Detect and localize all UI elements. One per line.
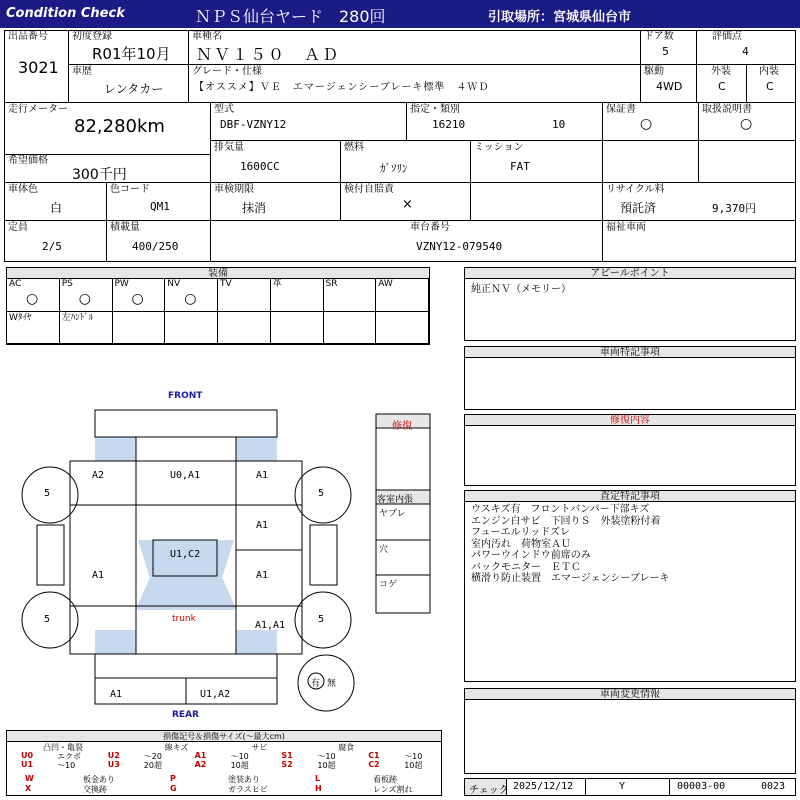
equipment-value: ○ (131, 291, 144, 307)
equipment-label: PS (61, 279, 73, 289)
chassis: VZNY12-079540 (416, 240, 503, 253)
equipment-item (271, 279, 324, 312)
recycle-label: リサイクル料 (606, 184, 665, 195)
front-section (70, 461, 302, 505)
check-label: チェック (469, 785, 509, 796)
right-rear-damage: A1,A1 (255, 620, 286, 631)
footer-code: 00003-00 (677, 781, 726, 792)
footer-num: 0023 (761, 781, 786, 792)
equipment-item-row2 (271, 312, 324, 344)
inspection-panel (464, 490, 796, 682)
right-front-door-damage: A1 (256, 520, 269, 531)
legend-size: 〜10 (230, 752, 249, 761)
pickup-location: 引取場所：宮城県仙台市 (488, 10, 632, 25)
history: レンタカー (104, 82, 164, 96)
equipment-label: SR (325, 279, 338, 289)
legend-mark-text: 看板跡 (373, 775, 397, 784)
divider (669, 779, 670, 795)
grade: 【オススメ】ＶＥ エマージェンシーブレーキ標準 ４ＷＤ (194, 82, 490, 93)
inspection-note: パワーウインドウ前席のみ (471, 550, 591, 561)
drive: 4WD (656, 80, 683, 93)
legend-mark-text: レンズ割れ (373, 785, 413, 794)
first-reg: R01年10月 (92, 45, 171, 63)
designation-label: 指定・類別 (410, 104, 460, 115)
displacement-label: 排気量 (214, 142, 244, 153)
front-label: FRONT (168, 391, 203, 401)
interior-item: コゲ (379, 580, 398, 590)
inspection-notes (471, 504, 669, 585)
legend-group: 腐食 (338, 743, 355, 752)
repair-panel (464, 414, 796, 486)
price-label: 希望価格 (8, 155, 48, 166)
inspection-note: バックモニター ＥＴＣ (471, 561, 581, 573)
legend-code: S1 (281, 751, 293, 760)
doors: 5 (662, 45, 669, 58)
spare-tire (298, 655, 354, 711)
equipment-label: TV (220, 279, 232, 289)
fuel-label: 燃料 (344, 142, 364, 153)
divider (210, 102, 211, 262)
recycle-status: 預託済 (620, 201, 657, 215)
legend-mark-code: W (25, 774, 34, 783)
left-front-damage: A2 (92, 470, 105, 481)
divider (602, 102, 603, 262)
equipment-item-row2 (7, 312, 60, 344)
legend-size: 10超 (230, 761, 249, 770)
legend-mark-code: L (315, 774, 321, 783)
divider (602, 140, 796, 141)
legend-code: C2 (368, 760, 380, 769)
price: 300千円 (72, 167, 127, 183)
legend-size: 〜20 (143, 752, 162, 761)
right-mirror (310, 525, 337, 585)
legend-group: 凸凹・亀裂 (43, 743, 83, 752)
mileage: 82,280km (74, 116, 165, 137)
model-code-label: 型式 (214, 104, 234, 115)
equipment-value: ○ (78, 291, 91, 307)
divider (68, 30, 69, 102)
equipment-item (60, 279, 113, 312)
left-rear-door-damage: A1 (92, 570, 105, 581)
inspection-note: 室内汚れ 荷物室ＡＵ (471, 538, 571, 550)
shade-rear-left (95, 630, 136, 654)
divider (340, 140, 341, 182)
divider (68, 64, 696, 65)
equipment-item (324, 279, 377, 312)
divider (470, 140, 471, 182)
int-label: 内装 (759, 66, 779, 77)
mileage-label: 走行メーター (8, 104, 68, 115)
interior-item: ヤブレ (379, 509, 406, 519)
equipment-table (6, 267, 430, 345)
color: 白 (50, 201, 63, 215)
score: 4 (742, 45, 749, 58)
legend-mark-code: P (170, 774, 176, 783)
ext-grade: C (718, 80, 726, 93)
legend-size: 10超 (404, 761, 423, 770)
legend-code: A1 (194, 751, 207, 760)
equipment-item (218, 279, 271, 312)
legend-code: U2 (107, 751, 120, 760)
legend-code: S2 (281, 760, 293, 769)
color-label: 車体色 (8, 184, 38, 195)
divider (470, 182, 471, 220)
color-code: QM1 (150, 200, 170, 213)
doors-label: ドア数 (644, 31, 674, 42)
drive-label: 駆動 (644, 66, 664, 77)
warranty-label: 保証書 (606, 104, 636, 115)
equipment-label: PW (114, 279, 129, 289)
interior-label: 客室内張 (377, 495, 414, 505)
rear-glass (136, 577, 236, 609)
equipment-item (165, 279, 218, 312)
legend-group: サビ (251, 743, 268, 752)
tire-front-right-value: 5 (318, 488, 325, 499)
equipment-value: ○ (26, 291, 39, 307)
divider (188, 30, 189, 102)
shade-front-left (95, 437, 136, 461)
shade-rear-right (236, 630, 277, 654)
legend-size: 〜10 (404, 752, 423, 761)
header-bar (0, 0, 800, 28)
equipment-label: NV (167, 279, 181, 289)
load: 400/250 (132, 240, 179, 253)
checker: Y (619, 781, 626, 792)
first-reg-label: 初度登録 (72, 31, 112, 42)
divider (4, 102, 796, 103)
legend-code: U0 (21, 751, 34, 760)
equipment-item (113, 279, 166, 312)
shade-front-right (236, 437, 277, 461)
lot-number: 3021 (18, 58, 59, 77)
legend-mark-code: H (315, 784, 322, 793)
model-name: ＮＶ１５０ ＡＤ (196, 45, 341, 64)
legend-mark-text: ガラスヒビ (228, 785, 268, 794)
appeal-title: アピールポイント (465, 268, 795, 279)
divider (210, 140, 602, 141)
appeal-text: 純正ＮＶ（メモリー） (471, 284, 571, 295)
rear-left-damage: A1 (110, 689, 123, 700)
equipment-item-row2 (324, 312, 377, 344)
manual-label: 取扱説明書 (702, 104, 752, 115)
manual: ○ (740, 116, 753, 132)
front-bumper (95, 410, 277, 437)
lot-label: 出品番号 (8, 31, 48, 42)
history-label: 車歴 (72, 66, 92, 77)
warranty: ○ (640, 116, 653, 132)
legend-size: 〜10 (57, 761, 76, 770)
special-panel (464, 346, 796, 410)
interior-item: 穴 (379, 545, 389, 555)
category: 10 (552, 118, 566, 131)
auction-title: ＮＰＳ仙台ヤード 280回 (195, 7, 386, 26)
inspection: 抹消 (242, 201, 267, 215)
brand-title: Condition Check (6, 6, 125, 21)
divider (585, 779, 586, 795)
trunk-label: trunk (172, 614, 196, 624)
welfare-label: 福祉車両 (606, 222, 646, 233)
equipment-item-row2 (218, 312, 271, 344)
divider (106, 182, 107, 262)
inspection-note: フューエルリッドズレ (471, 527, 570, 538)
change-title: 車両変更情報 (465, 689, 795, 700)
legend-mark-text: 交換跡 (83, 785, 107, 794)
repair-label: 修復 (392, 421, 412, 432)
load-label: 積載量 (110, 222, 140, 233)
legend-group: 線キズ (164, 743, 189, 752)
right-front-damage: A1 (256, 470, 269, 481)
inspection-title: 査定特記事項 (465, 491, 795, 502)
legend-code: U3 (107, 760, 120, 769)
check-date: 2025/12/12 (513, 781, 574, 792)
legend-title: 損傷記号＆損傷サイズ(〜最大cm) (7, 731, 441, 742)
divider (696, 30, 697, 102)
designation: 16210 (432, 118, 466, 131)
divider (698, 102, 699, 182)
tire-rear-right-value: 5 (318, 614, 325, 625)
hood-damage: U0,A1 (170, 470, 201, 481)
model-code: DBF-VZNY12 (220, 118, 287, 131)
tire-front-left-value: 5 (44, 488, 51, 499)
divider (746, 64, 747, 102)
divider (4, 220, 796, 221)
legend-size: 〜10 (317, 752, 336, 761)
legend-size: 10超 (317, 761, 336, 770)
equipment-label: Wﾀｲﾔ (9, 313, 32, 323)
legend-mark-code: X (25, 784, 32, 793)
equipment-label: AC (9, 279, 22, 289)
damage-legend (6, 730, 442, 796)
equipment-item (7, 279, 60, 312)
equipment-item-row2 (376, 312, 429, 344)
divider (340, 182, 341, 220)
insurance: × (402, 197, 413, 212)
chassis-label: 車台番号 (410, 222, 450, 233)
equipment-item-row2 (113, 312, 166, 344)
equipment-label: AW (378, 279, 393, 289)
legend-mark-code: G (170, 784, 177, 793)
color-code-label: 色コード (110, 184, 150, 195)
displacement: 1600CC (240, 160, 280, 173)
legend-code: U1 (21, 760, 34, 769)
equipment-title: 装備 (7, 268, 429, 279)
ext-label: 外装 (711, 66, 731, 77)
legend-size: エクボ (57, 752, 81, 761)
mission: FAT (510, 160, 530, 173)
rear-bumper-damage: U1,A2 (200, 689, 231, 700)
equipment-value: ○ (184, 291, 197, 307)
legend-code: A2 (194, 760, 207, 769)
inspection-note: ウスキズ有 フロントバンパー下部キズ (471, 504, 650, 515)
recycle-fee: 9,370円 (712, 202, 757, 215)
legend-mark-text: 塗装あり (228, 775, 260, 784)
right-rear-door-damage: A1 (256, 570, 269, 581)
score-label: 評価点 (712, 31, 742, 42)
spare-none: 無 (327, 679, 337, 689)
legend-size: 20超 (143, 761, 162, 770)
fuel: ｶﾞｿﾘﾝ (380, 162, 408, 175)
left-mirror (37, 525, 64, 585)
divider (406, 102, 407, 140)
legend-code: C1 (368, 751, 380, 760)
int-grade: C (766, 80, 774, 93)
equipment-label: 左ﾊﾝﾄﾞﾙ (61, 313, 94, 323)
roof-damage: U1,C2 (170, 549, 201, 560)
change-panel (464, 688, 796, 774)
grade-label: グレード・仕様 (192, 66, 262, 77)
appeal-panel (464, 267, 796, 341)
tire-rear-left-value: 5 (44, 614, 51, 625)
footer-bar (464, 778, 796, 796)
spare-have: 有 (311, 679, 321, 689)
divider (640, 30, 641, 102)
special-title: 車両特記事項 (465, 347, 795, 358)
equipment-label: 革 (272, 279, 282, 289)
mission-label: ミッション (474, 142, 524, 153)
capacity: 2/5 (42, 240, 62, 253)
inspection-note: 横滑り防止装置 エマージェンシーブレーキ (471, 573, 670, 584)
equipment-item-row2 (60, 312, 113, 344)
inspection-note: エンジン白サビ 下回りＳ 外装塗粉付着 (471, 515, 661, 527)
equipment-item (376, 279, 429, 312)
model-name-label: 車種名 (192, 31, 222, 42)
repair-title: 修復内容 (465, 415, 795, 426)
inspection-label: 車検期限 (214, 184, 254, 195)
rear-label: REAR (172, 710, 199, 720)
capacity-label: 定員 (8, 222, 28, 233)
equipment-item-row2 (165, 312, 218, 344)
insurance-label: 検付自賠責 (344, 184, 394, 195)
legend-mark-text: 板金あり (83, 775, 115, 784)
